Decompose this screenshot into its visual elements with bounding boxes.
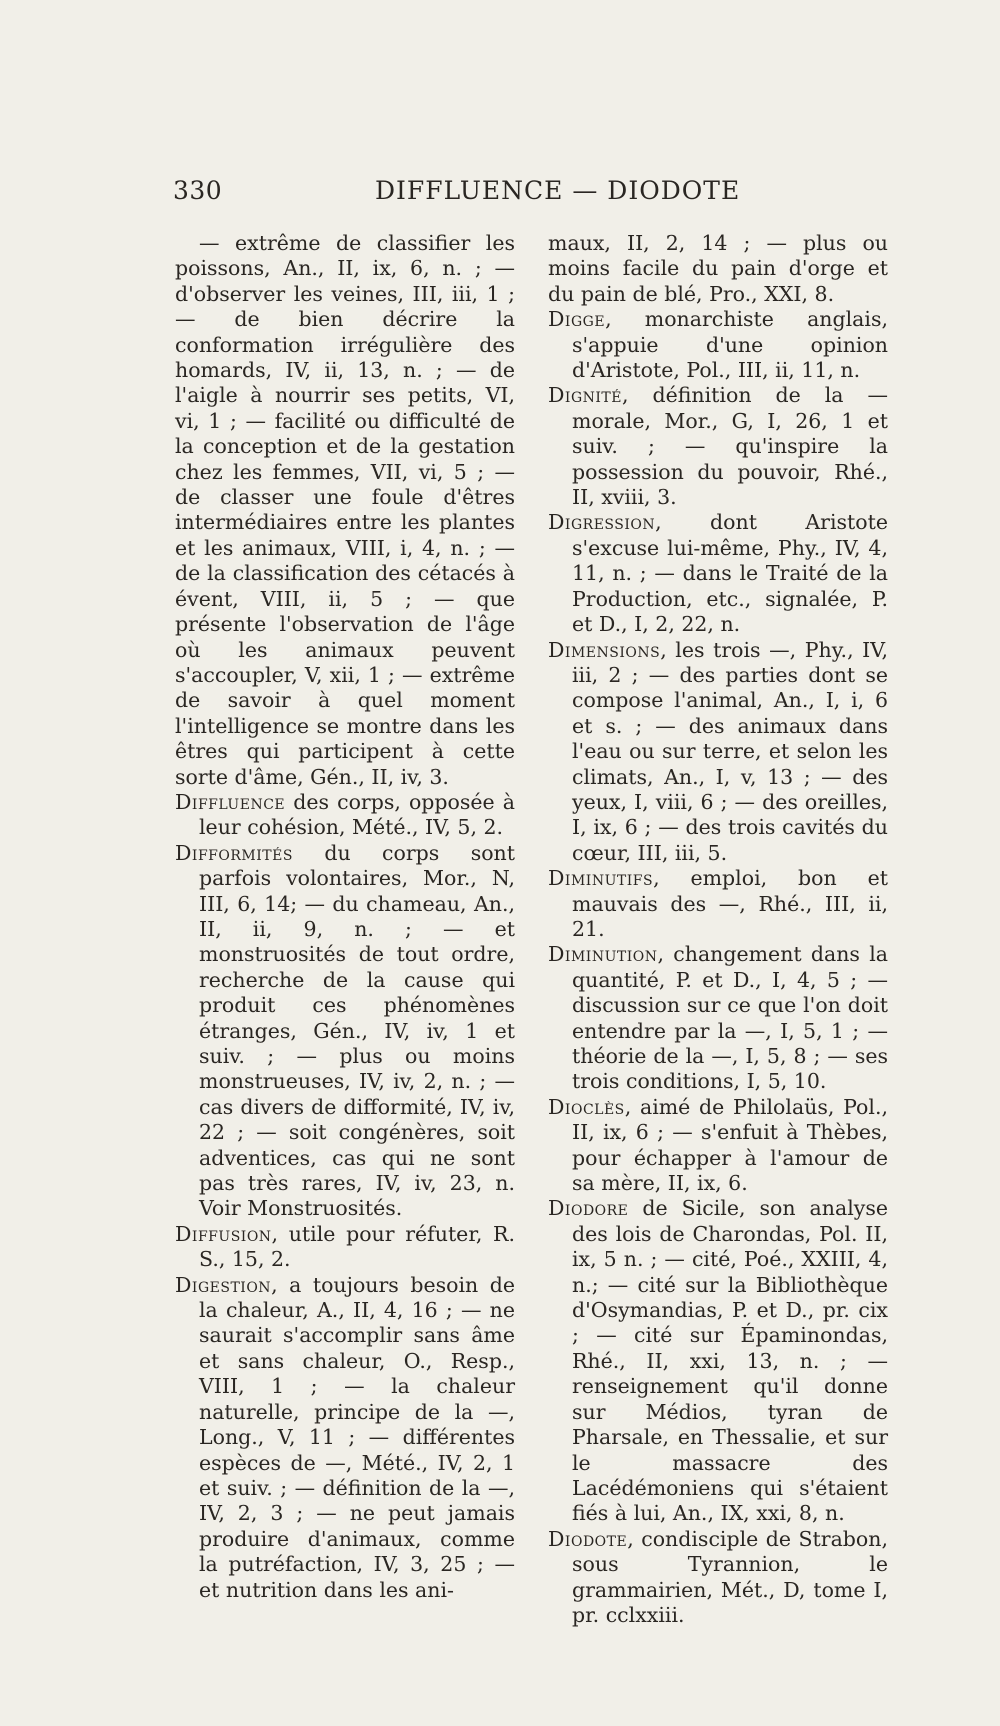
entry-text: , a toujours besoin de la chaleur, A., II, 4, 16 ; — ne saurait s'accomplir sans âme et sans chaleur, O., Resp., VIII, 1 ; — la chaleur naturelle, principe de la —, Long., V, 11 ; — différentes espèces de —, Mété., IV, 2, 1 et suiv. ; — définition de la —, IV, 2, 3 ; — ne peut jamais produire d'animaux, comme la putréfaction, IV, 3, 25 ; — et nutrition dans les ani- bbox=[199, 1272, 515, 1602]
entry-headword: Diffluence bbox=[175, 789, 286, 814]
index-entry-dignite bbox=[548, 383, 888, 510]
right-column bbox=[548, 231, 888, 1628]
entry-headword: Diffusion bbox=[175, 1221, 272, 1246]
index-entry-digression bbox=[548, 510, 888, 637]
entry-text: des corps, opposée à leur cohésion, Mété., IV, 5, 2. bbox=[199, 789, 515, 840]
index-entry-diffluence bbox=[175, 790, 515, 841]
entry-text: , condisciple de Strabon, sous Tyrannion, le grammairien, Mét., D, tome I, pr. cclxxiii. bbox=[572, 1526, 888, 1627]
continued-entry: maux, II, 2, 14 ; — plus ou moins facile du pain d'orge et du pain de blé, Pro., XXI, 8. bbox=[548, 231, 888, 306]
entry-text: du corps sont parfois volontaires, Mor., N, III, 6, 14; — du chameau, An., II, ii, 9, n. ; — et monstruosités de tout ordre, recherche de la cause qui produit ces phénomènes étranges, Gén., IV, iv, 1 et suiv. ; — plus ou moins monstrueuses, IV, iv, 2, n. ; — cas divers de difformité, IV, iv, 22 ; — soit congénères, soit adventices, cas qui ne sont pas très rares, IV, iv, 23, n. Voir Monstruosités. bbox=[199, 840, 515, 1221]
entry-headword: Diodote bbox=[548, 1526, 628, 1551]
index-entry-diodore bbox=[548, 1196, 888, 1526]
index-entry-digestion bbox=[175, 1273, 515, 1603]
left-column bbox=[175, 231, 515, 1603]
entry-headword: Diminutifs bbox=[548, 866, 654, 891]
index-entry-digge bbox=[548, 307, 888, 383]
entry-headword: Dignité bbox=[548, 383, 622, 408]
entry-text: , emploi, bon et mauvais des —, Rhé., III, ii, 21. bbox=[572, 866, 888, 941]
entry-headword: Digression bbox=[548, 510, 656, 535]
index-entry-diffusion bbox=[175, 1222, 515, 1273]
entry-text: de Sicile, son analyse des lois de Charondas, Pol. II, ix, 5 n. ; — cité, Poé., XXIII, 4, n.; — cité sur la Bibliothèque d'Osymandias, P. et D., pr. cix ; — cité sur Épaminondas, Rhé., II, xxi, 13, n. ; — renseignement qu'il donne sur Médios, tyran de Pharsale, en Thessalie, et sur le massacre des Lacédémoniens qui s'étaient fiés à lui, An., IX, xxi, 8, n. bbox=[572, 1196, 888, 1526]
continued-entry: — extrême de classifier les poissons, An., II, ix, 6, n. ; — d'observer les veines, III, iii, 1 ; — de bien décrire la conformation irrégulière des homards, IV, ii, 13, n. ; — de l'aigle à nourrir ses petits, VI, vi, 1 ; — facilité ou difficulté de la conception et de la gestation chez les femmes, VII, vi, 5 ; — de classer une foule d'êtres intermédiaires entre les plantes et les animaux, VIII, i, 4, n. ; — de la classification des cétacés à évent, VIII, ii, 5 ; — que présente l'observation de l'âge où les animaux peuvent s'accoupler, V, xii, 1 ; — extrême de savoir à quel moment l'intelligence se montre dans les êtres qui participent à cette sorte d'âme, Gén., II, iv, 3. bbox=[175, 231, 515, 789]
entry-headword: Digge bbox=[548, 307, 606, 332]
index-entry-dimensions bbox=[548, 638, 888, 867]
page-number: 330 bbox=[173, 176, 223, 205]
entry-text: , utile pour réfuter, R. S., 15, 2. bbox=[199, 1221, 515, 1272]
entry-headword: Dimensions bbox=[548, 637, 661, 662]
entry-text: , changement dans la quantité, P. et D., I, 4, 5 ; — discussion sur ce que l'on doit entendre par la —, I, 5, 1 ; — théorie de la —, I, 5, 8 ; — ses trois conditions, I, 5, 10. bbox=[572, 942, 888, 1094]
index-entry-diminution bbox=[548, 942, 888, 1094]
entry-headword: Dioclès bbox=[548, 1094, 625, 1119]
entry-text: , définition de la — morale, Mor., G, I, 26, 1 et suiv. ; — qu'inspire la possession du pouvoir, Rhé., II, xviii, 3. bbox=[572, 383, 888, 510]
entry-headword: Difformités bbox=[175, 840, 293, 865]
entry-text: , aimé de Philolaüs, Pol., II, ix, 6 ; — s'enfuit à Thèbes, pour échapper à l'amour de sa mère, II, ix, 6. bbox=[572, 1094, 888, 1196]
entry-text: , monarchiste anglais, s'appuie d'une opinion d'Aristote, Pol., III, ii, 11, n. bbox=[572, 307, 888, 383]
running-head: DIFFLUENCE — DIODOTE bbox=[375, 176, 741, 205]
entry-text: , dont Aristote s'excuse lui-même, Phy., IV, 4, 11, n. ; — dans le Traité de la Production, etc., signalée, P. et D., I, 2, 22, n. bbox=[572, 510, 888, 637]
entry-headword: Diminution bbox=[548, 942, 658, 967]
index-entry-difformites bbox=[175, 841, 515, 1222]
entry-headword: Digestion bbox=[175, 1272, 272, 1297]
index-entry-diodote bbox=[548, 1527, 888, 1629]
index-entry-diocles bbox=[548, 1095, 888, 1197]
index-entry-diminutifs bbox=[548, 866, 888, 942]
entry-text: , les trois —, Phy., IV, iii, 2 ; — des parties dont se compose l'animal, An., I, i, 6 et s. ; — des animaux dans l'eau ou sur terre, et selon les climats, An., I, v, 13 ; — des yeux, I, viii, 6 ; — des oreilles, I, ix, 6 ; — des trois cavités du cœur, III, iii, 5. bbox=[572, 637, 888, 865]
entry-headword: Diodore bbox=[548, 1196, 629, 1221]
